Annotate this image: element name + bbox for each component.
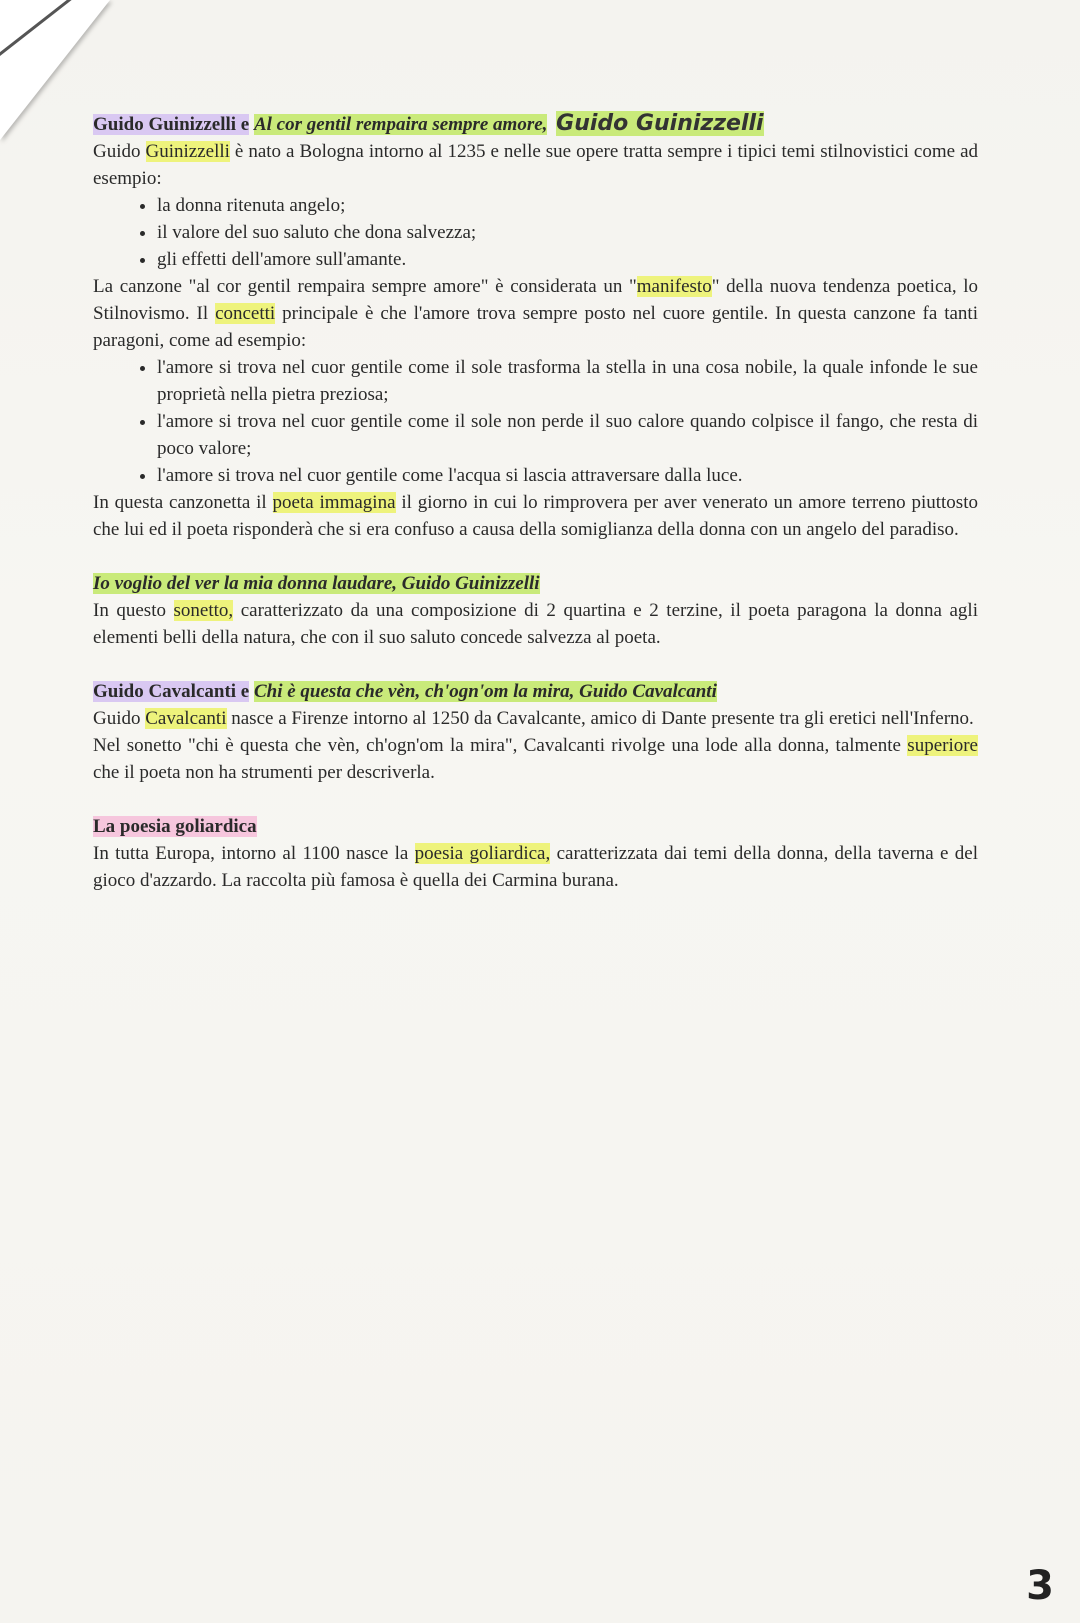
comparisons-list [93,354,978,489]
heading-title: Chi è questa che vèn, ch'ogn'om la mira, Guido Cavalcanti [253,681,717,702]
heading-author: Guido Guinizzelli e [93,114,250,135]
heading-title: Al cor gentil rempaira sempre amore, [253,114,548,135]
highlight: sonetto, [173,600,234,621]
heading-author: Guido Cavalcanti e [93,681,250,702]
notes-content [93,110,978,921]
themes-list [93,192,978,273]
list-item: • la donna ritenuta angelo; [157,192,978,219]
highlight: poesia goliardica, [414,843,551,864]
page-number: 3 [1026,1563,1054,1609]
highlight: Guinizzelli [145,141,230,162]
section-sonetto [93,570,978,651]
goliardica-paragraph: In tutta Europa, intorno al 1100 nasce la poesia goliardica, caratterizzata dai temi della donna, della taverna e del gioco d'azzardo. La raccolta più famosa è quella dei Carmina burana. [93,843,979,891]
highlight: poeta immagina [272,492,396,513]
section-heading [93,813,978,840]
highlight: superiore [907,735,978,756]
section-guinizzelli [93,110,978,543]
list-item: • l'amore si trova nel cuor gentile come il sole non perde il suo calore quando colpisce il fango, che resta di poco valore; [157,408,978,462]
list-item: • gli effetti dell'amore sull'amante. [157,246,978,273]
section-heading [93,570,978,597]
section-heading [93,110,978,138]
list-item: • il valore del suo saluto che dona salvezza; [157,219,978,246]
list-item: • l'amore si trova nel cuor gentile come l'acqua si lascia attraversare dalla luce. [157,462,978,489]
list-item: • l'amore si trova nel cuor gentile come il sole trasforma la stella in una cosa nobile, la quale infonde le sue proprietà nella pietra preziosa; [157,354,978,408]
section-goliardica [93,813,978,894]
highlight: concetti [215,303,276,324]
section-cavalcanti [93,678,978,786]
intro-paragraph: Guido Guinizzelli è nato a Bologna intorno al 1235 e nelle sue opere tratta sempre i tipici temi stilnovistici come ad esempio: [93,141,978,189]
highlight: manifesto [636,276,712,297]
highlight: Cavalcanti [145,708,227,729]
canzone-paragraph: La canzone "al cor gentil rempaira sempre amore" è considerata un "manifesto" della nuova tendenza poetica, lo Stilnovismo. Il concetti principale è che l'amore trova sempre posto nel cuore gentile. In questa canzone fa tanti paragoni, come ad esempio: [93,276,978,351]
heading-title: La poesia goliardica [93,816,257,837]
sonetto-paragraph: In questo sonetto, caratterizzato da una composizione di 2 quartina e 2 terzine, il poeta paragona la donna agli elementi belli della natura, che con il suo saluto concede salvezza al poeta. [93,600,978,648]
canzonetta-paragraph: In questa canzonetta il poeta immagina il giorno in cui lo rimprovera per aver venerato un amore terreno piuttosto che lui ed il poeta risponderà che si era confuso a causa della somiglianza della donna con un angelo del paradiso. [93,492,978,540]
section-heading [93,678,978,705]
heading-title: Io voglio del ver la mia donna laudare, Guido Guinizzelli [93,573,540,594]
cavalcanti-bio: Guido Cavalcanti nasce a Firenze intorno al 1250 da Cavalcante, amico di Dante presente tra gli eretici nell'Inferno. [93,708,974,729]
cavalcanti-sonetto: Nel sonetto "chi è questa che vèn, ch'ogn'om la mira", Cavalcanti rivolge una lode alla donna, talmente superiore che il poeta non ha strumenti per descriverla. [93,735,978,783]
handwritten-annotation: Guido Guinizzelli [556,111,764,136]
